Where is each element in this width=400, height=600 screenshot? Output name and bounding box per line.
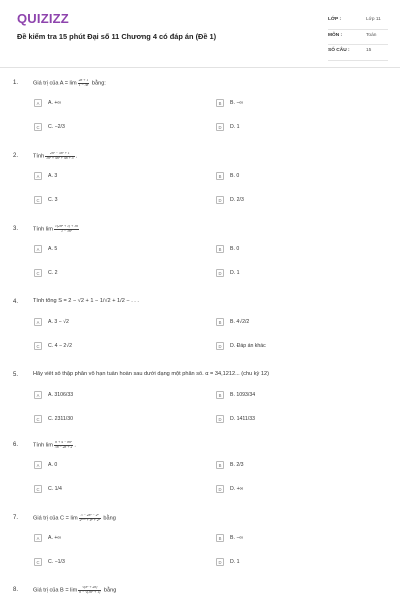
- option-letter-box[interactable]: B: [216, 172, 224, 180]
- option-text: B. 2/3: [230, 462, 244, 468]
- option-letter-box[interactable]: C: [34, 342, 42, 350]
- formula-fraction: [54, 225, 79, 233]
- fraction-numerator: 3 − 2n³ − 2ⁿ: [79, 514, 101, 519]
- question-lead: Giá trị của A = lim: [33, 80, 77, 87]
- option-letter-box[interactable]: B: [216, 534, 224, 542]
- option-letter-box[interactable]: D: [216, 342, 224, 350]
- question-lead: Tính lim: [33, 226, 53, 233]
- option-letter-box[interactable]: B: [216, 391, 224, 399]
- option-letter-box[interactable]: A: [34, 461, 42, 469]
- option-letter-box[interactable]: C: [34, 269, 42, 277]
- fraction-denominator: 3n³ + 4n² + 4n + 5: [46, 155, 74, 160]
- option-text: A. +∞: [48, 535, 62, 541]
- question-lead: Tính tổng S = 2 − √2 + 1 − 1/√2 + 1/2 − . . .: [33, 298, 139, 304]
- option-text: B. 1093/34: [230, 392, 256, 398]
- option-text: D. 1411/33: [230, 416, 255, 422]
- meta-label: MÔN :: [328, 32, 343, 38]
- question-suffix: bằng: [101, 515, 116, 522]
- question-lead: Hãy viết số thập phân vô hạn tuần hoàn sau dưới dạng một phân số. α = 34,1212... (chu kỳ 12): [33, 371, 269, 377]
- question-block: [0, 360, 400, 430]
- formula-fraction: [78, 586, 101, 594]
- option-text: D. Đáp án khác: [230, 343, 266, 349]
- question-lead: Tính lim: [33, 442, 53, 449]
- option-text: D. 1: [230, 124, 240, 130]
- option-text: B. −∞: [230, 535, 244, 541]
- question-lead: Giá trị của B = lim: [33, 587, 78, 594]
- option-letter-box[interactable]: B: [216, 318, 224, 326]
- quizizz-logo[interactable]: QUIZIZZ: [17, 11, 69, 26]
- option-letter-box[interactable]: B: [216, 245, 224, 253]
- fraction-denominator: 1 − 3n²: [61, 228, 72, 233]
- option-text: A. 3106/33: [48, 392, 74, 398]
- question-block: [0, 287, 400, 357]
- formula-fraction: [54, 441, 73, 449]
- option-letter-box[interactable]: D: [216, 485, 224, 493]
- fraction-numerator: √(n² + 2n): [78, 586, 101, 591]
- question-number: 7.: [13, 515, 19, 521]
- option-text: B. 0: [230, 246, 240, 252]
- question-suffix: bằng: [102, 587, 117, 594]
- option-letter-box[interactable]: C: [34, 415, 42, 423]
- question-text: [33, 298, 139, 304]
- formula-fraction: [78, 79, 90, 87]
- question-number: 5.: [13, 372, 19, 378]
- question-lead: Giá trị của C = lim: [33, 515, 78, 522]
- fraction-numerator: √(2n⁴ + 1) + 3n: [54, 225, 78, 228]
- option-text: A. 3: [48, 173, 58, 179]
- question-number: 1.: [13, 80, 19, 86]
- meta-value: 15: [366, 48, 372, 53]
- question-lead: Tính: [33, 153, 45, 160]
- option-letter-box[interactable]: A: [34, 391, 42, 399]
- question-block: [0, 575, 400, 600]
- formula-fraction: [45, 152, 74, 160]
- option-text: D. 2/3: [230, 197, 244, 203]
- question-block: [0, 214, 400, 284]
- option-text: B. −∞: [230, 100, 244, 106]
- option-text: D. 1: [230, 559, 240, 565]
- option-text: C. −2/3: [48, 124, 65, 130]
- fraction-denominator: 1 − 3n: [78, 82, 89, 87]
- option-letter-box[interactable]: D: [216, 123, 224, 131]
- option-text: C. 4 − 2√2: [48, 343, 73, 349]
- question-text: [33, 586, 116, 594]
- option-text: D. 1: [230, 270, 240, 276]
- document-title: Đề kiểm tra 15 phút Đại số 11 Chương 4 có đáp án (Đề 1): [17, 32, 217, 41]
- option-text: A. 5: [48, 246, 58, 252]
- option-text: A. 0: [48, 462, 58, 468]
- option-text: A. +∞: [48, 100, 62, 106]
- question-number: 2.: [13, 153, 19, 159]
- option-letter-box[interactable]: A: [34, 99, 42, 107]
- option-letter-box[interactable]: D: [216, 196, 224, 204]
- fraction-numerator: 2n³ − 5n² + 1: [45, 152, 74, 157]
- meta-label: LỚP :: [328, 17, 342, 22]
- option-text: C. −1/3: [48, 559, 65, 565]
- question-suffix: bằng:: [90, 80, 106, 87]
- question-text: [33, 79, 106, 87]
- question-number: 3.: [13, 226, 19, 232]
- option-letter-box[interactable]: D: [216, 415, 224, 423]
- option-text: B. 0: [230, 173, 240, 179]
- option-letter-box[interactable]: A: [34, 534, 42, 542]
- meta-value: Lớp 11: [366, 17, 381, 22]
- option-text: A. 3 − √2: [48, 319, 69, 325]
- fraction-numerator: n + 4 − 8n²: [55, 441, 72, 444]
- fraction-numerator: 2n + 1: [78, 79, 89, 82]
- fraction-denominator: 2ⁿ⁺¹ + 4ⁿ + 2ⁿ: [79, 517, 100, 522]
- question-block: [0, 430, 400, 500]
- question-text: [33, 225, 80, 233]
- question-text: [33, 514, 116, 522]
- meta-row-class: [328, 14, 388, 30]
- option-letter-box[interactable]: D: [216, 558, 224, 566]
- question-number: 4.: [13, 299, 19, 305]
- option-letter-box[interactable]: C: [34, 123, 42, 131]
- option-text: C. 3: [48, 197, 58, 203]
- meta-row-count: [328, 45, 388, 61]
- question-suffix: .: [74, 442, 76, 449]
- option-text: C. 1/4: [48, 486, 62, 492]
- option-letter-box[interactable]: C: [34, 558, 42, 566]
- question-text: [33, 371, 269, 377]
- option-letter-box[interactable]: C: [34, 485, 42, 493]
- question-block: [0, 141, 400, 211]
- question-number: 8.: [13, 587, 19, 593]
- option-text: C. 2311/30: [48, 416, 73, 422]
- meta-row-subject: [328, 30, 388, 46]
- meta-label: SỐ CÂU :: [328, 48, 350, 53]
- question-suffix: .: [75, 153, 78, 160]
- formula-fraction: [79, 514, 101, 522]
- question-text: [33, 441, 76, 449]
- option-text: C. 2: [48, 270, 58, 276]
- option-letter-box[interactable]: A: [34, 318, 42, 326]
- option-letter-box[interactable]: C: [34, 196, 42, 204]
- option-letter-box[interactable]: D: [216, 269, 224, 277]
- option-letter-box[interactable]: A: [34, 172, 42, 180]
- option-text: B. 4√2/2: [230, 319, 250, 325]
- fraction-denominator: n − √(3n² + 1): [79, 589, 101, 594]
- question-block: [0, 503, 400, 573]
- question-number: 6.: [13, 442, 19, 448]
- meta-panel: [328, 14, 388, 61]
- option-letter-box[interactable]: B: [216, 461, 224, 469]
- option-letter-box[interactable]: A: [34, 245, 42, 253]
- meta-value: Toán: [366, 32, 377, 38]
- option-text: D. +∞: [230, 486, 244, 492]
- page-header: [0, 0, 400, 68]
- question-block: [0, 68, 400, 138]
- fraction-denominator: 3n − 2n + 2: [54, 444, 73, 449]
- question-text: [33, 152, 77, 160]
- option-letter-box[interactable]: B: [216, 99, 224, 107]
